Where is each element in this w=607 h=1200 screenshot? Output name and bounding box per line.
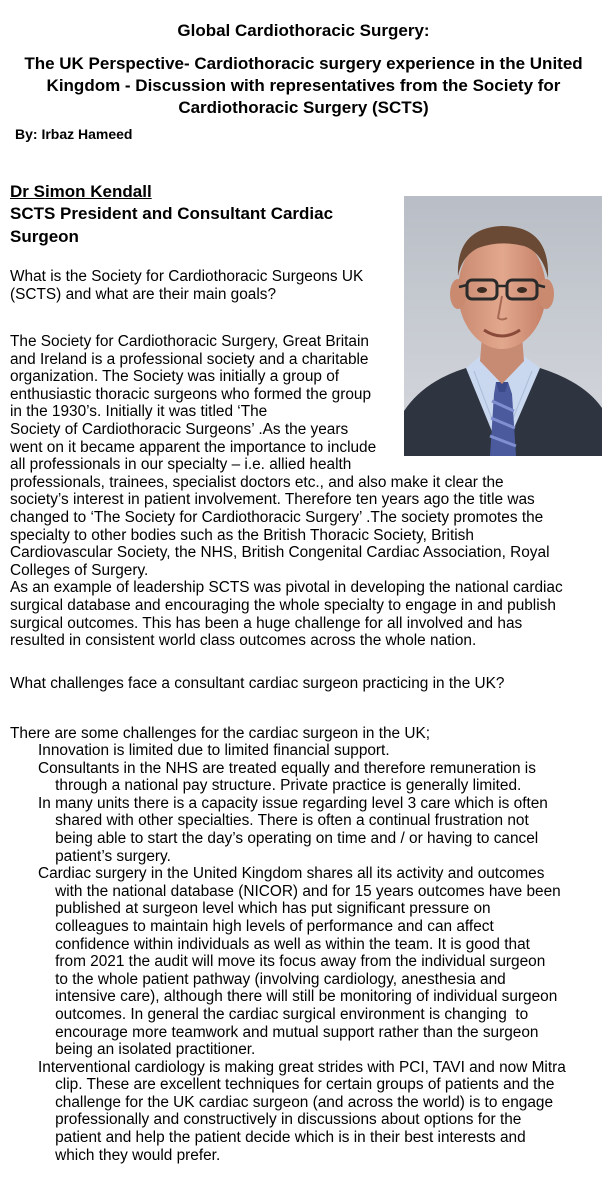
list-item-line: Interventional cardiology is making great strides with PCI, TAVI and now Mitra [38, 1058, 566, 1076]
list-item-line: being an isolated practitioner. [38, 1041, 256, 1059]
list-item-line: intensive care), although there will still be monitoring of individual surgeon [38, 988, 558, 1006]
answer-1-line: specialty to other bodies such as the British Thoracic Society, British [10, 526, 474, 544]
list-item-line: challenge for the UK cardiac surgeon (and across the world) is to engage [38, 1093, 554, 1111]
challenges-list [38, 742, 604, 1164]
answer-1-line: all professionals in our specialty – i.e. allied health [10, 456, 352, 474]
answer-1-line: in the 1930’s. Initially it was titled ‘The [10, 403, 268, 421]
article-title: The UK Perspective- Cardiothoracic surgery experience in the United Kingdom - Discussion with representatives from the Society for Cardiothoracic Surgery (SCTS) [24, 54, 583, 117]
answer-1-line: As an example of leadership SCTS was pivotal in developing the national cardiac [10, 579, 563, 597]
list-item-line: Consultants in the NHS are treated equally and therefore remuneration is [38, 759, 536, 777]
answer-1-line: society’s interest in patient involvement. Therefore ten years ago the title was [10, 491, 535, 509]
list-item-line: through a national pay structure. Private practice is generally limited. [38, 777, 522, 795]
answer-1-line: resulted in consistent world class outcomes across the whole nation. [10, 632, 477, 650]
answer-1-line: surgical outcomes. This has been a huge challenge for all involved and has [10, 614, 523, 632]
list-item [38, 1059, 604, 1165]
list-item-line: patient’s surgery. [38, 847, 171, 865]
list-item-line: encourage more teamwork and mutual support rather than the surgeon [38, 1023, 539, 1041]
answer-1-line: The Society for Cardiothoracic Surgery, Great Britain [10, 333, 369, 350]
answer-1-line: Cardiovascular Society, the NHS, British Congenital Cardiac Association, Royal [10, 544, 550, 562]
list-item-line: outcomes. In general the cardiac surgical environment is changing to [38, 1005, 529, 1023]
list-item-line: In many units there is a capacity issue regarding level 3 care which is often [38, 794, 548, 812]
answer-1-line: professionals, trainees, specialist doctors etc., and also make it clear the [10, 473, 504, 491]
list-item-line: being able to start the day’s operating on time and / or having to cancel [38, 829, 539, 847]
interviewee-name: Dr Simon Kendall [10, 182, 152, 201]
list-item [38, 742, 604, 760]
answer-1-line: and Ireland is a professional society and a charitable [10, 350, 369, 368]
answer-1-line: went on it became apparent the importance to include [10, 438, 377, 456]
question-1-line: What is the Society for Cardiothoracic Surgeons UK [10, 268, 364, 285]
answer-1-line: organization. The Society was initially a group of [10, 368, 340, 386]
interviewee-role: SCTS President and Consultant Cardiac Surgeon [10, 204, 334, 246]
article-heading: Global Cardiothoracic Surgery: [177, 21, 430, 40]
question-1-line: (SCTS) and what are their main goals? [10, 285, 277, 303]
list-item-line: colleagues to maintain high levels of performance and can affect [38, 917, 494, 935]
portrait-photo [404, 196, 602, 456]
list-item-line: from 2021 the audit will move its focus away from the individual surgeon [38, 953, 546, 971]
list-item-line: published at surgeon level which has put significant pressure on [38, 900, 491, 918]
answer-1-line: enthusiastic thoracic surgeons who formed the group [10, 385, 372, 403]
list-item-line: clip. These are excellent techniques for certain groups of patients and the [38, 1076, 555, 1094]
byline: By: Irbaz Hameed [15, 126, 133, 142]
list-item-line: with the national database (NICOR) and for 15 years outcomes have been [38, 882, 561, 900]
list-item-line: Cardiac surgery in the United Kingdom shares all its activity and outcomes [38, 865, 545, 883]
list-item-line: shared with other specialties. There is often a continual frustration not [38, 812, 529, 830]
list-item [38, 865, 604, 1059]
answer-1-line: changed to ‘The Society for Cardiothoracic Surgery’ .The society promotes the [10, 508, 544, 526]
answer-1-line: Colleges of Surgery. [10, 561, 149, 579]
question-1 [10, 268, 402, 303]
answer-2-intro: There are some challenges for the cardiac surgeon in the UK; [10, 725, 431, 742]
answer-1 [10, 333, 563, 650]
answer-1-line: surgical database and encouraging the whole specialty to engage in and publish [10, 596, 556, 614]
portrait-icon [404, 196, 602, 456]
list-item [38, 795, 604, 865]
question-2: What challenges face a consultant cardiac surgeon practicing in the UK? [10, 675, 505, 692]
list-item-line: confidence within individuals as well as within the team. It is good that [38, 935, 530, 953]
list-item [38, 760, 604, 795]
list-item-line: which they would prefer. [38, 1146, 221, 1164]
list-item-line: professionally and constructively in discussions about options for the [38, 1111, 522, 1129]
answer-1-line: Society of Cardiothoracic Surgeons’ .As the years [10, 420, 349, 438]
list-item-line: to the whole patient pathway (involving cardiology, anesthesia and [38, 970, 506, 988]
list-item-line: Innovation is limited due to limited financial support. [38, 742, 390, 759]
list-item-line: patient and help the patient decide which is in their best interests and [38, 1129, 526, 1147]
